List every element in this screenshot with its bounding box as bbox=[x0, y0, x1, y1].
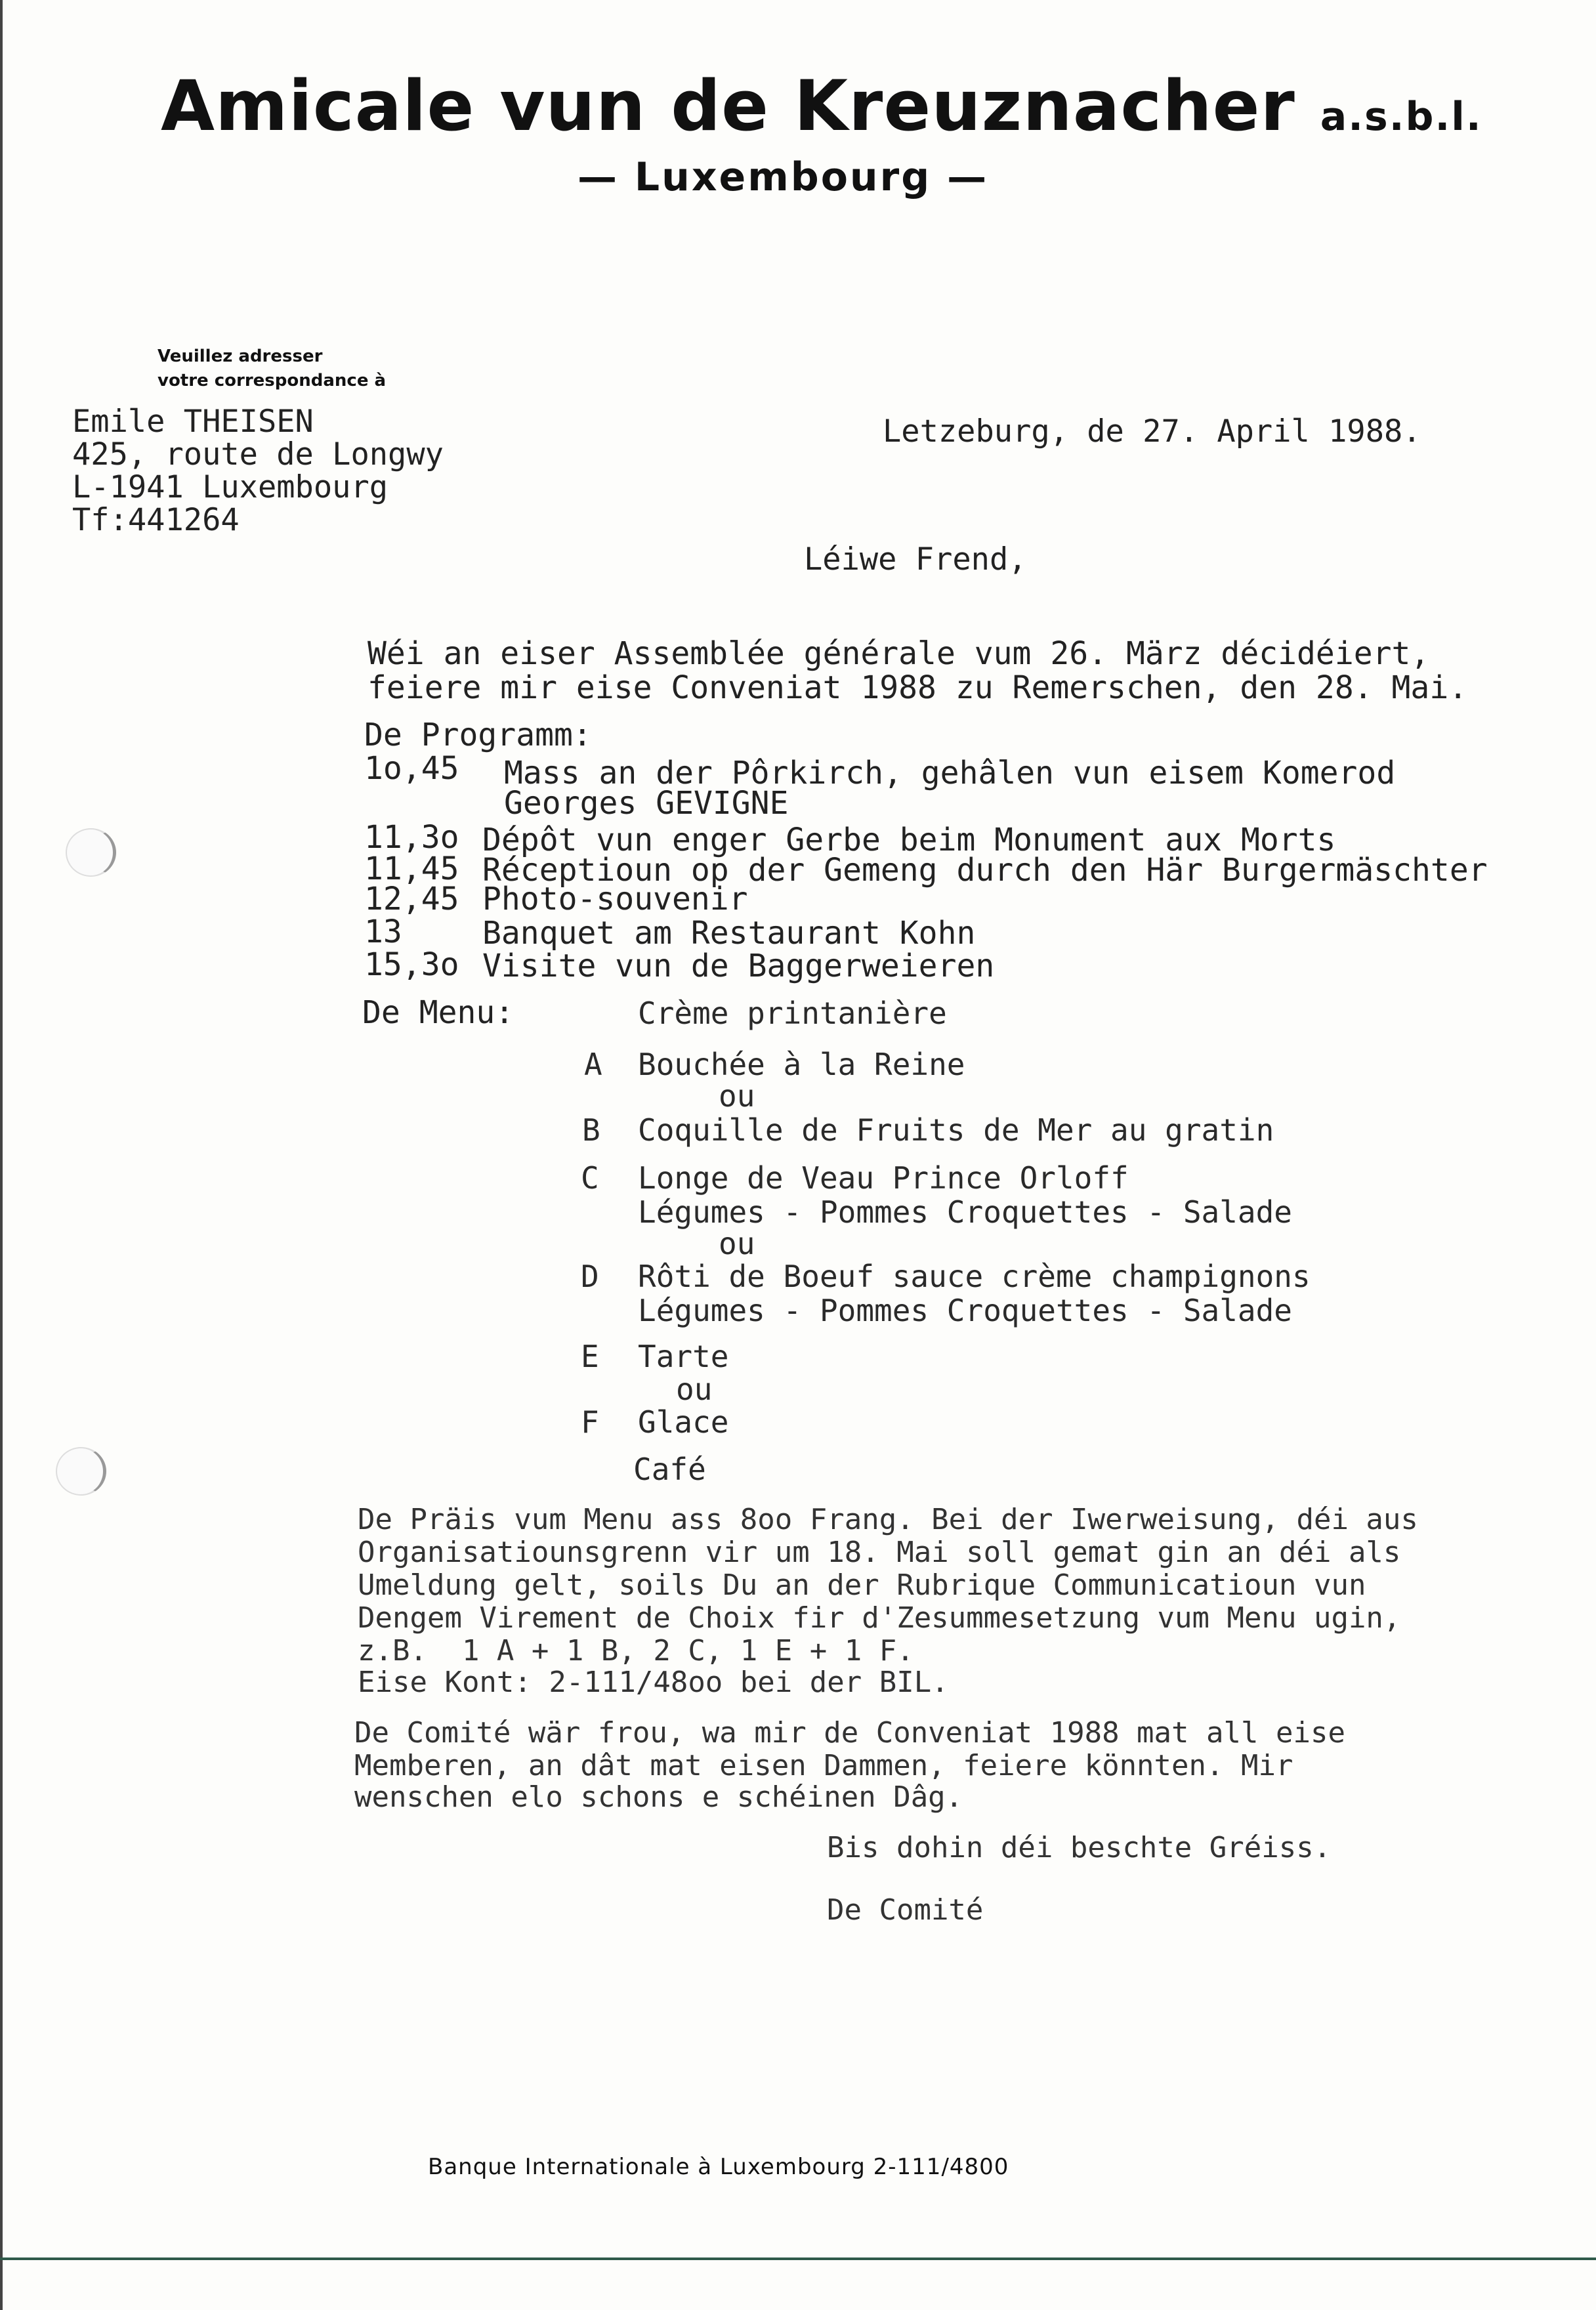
program-text: Mass an der Pôrkirch, gehâlen vun eisem Komerod bbox=[504, 755, 1396, 791]
menu-option-letter: C bbox=[581, 1160, 599, 1196]
sender-name: Emile THEISEN bbox=[72, 404, 314, 440]
menu-option-letter: B bbox=[582, 1112, 600, 1148]
menu-or: ou bbox=[719, 1226, 755, 1261]
menu-or: ou bbox=[676, 1372, 713, 1407]
program-time: 12,45 bbox=[364, 881, 459, 917]
menu-starter: Crème printanière bbox=[638, 996, 947, 1031]
menu-option-line: Légumes - Pommes Croquettes - Salade bbox=[638, 1293, 1292, 1328]
organization-name: Amicale vun de Kreuznacher a.s.b.l. bbox=[161, 66, 1482, 146]
price-paragraph-line: Organisatiounsgrenn vir um 18. Mai soll gemat gin an déi als bbox=[358, 1536, 1401, 1569]
menu-option-letter: E bbox=[581, 1339, 599, 1374]
menu-option-line: Tarte bbox=[638, 1339, 729, 1374]
letter-date: Letzeburg, de 27. April 1988. bbox=[883, 413, 1421, 450]
program-time: 13 bbox=[364, 914, 402, 950]
price-paragraph-line: z.B. 1 A + 1 B, 2 C, 1 E + 1 F. bbox=[358, 1634, 914, 1668]
sender-phone: Tf:441264 bbox=[72, 502, 240, 538]
menu-coffee: Café bbox=[633, 1452, 706, 1487]
page-edge bbox=[0, 0, 3, 2310]
program-time: 11,3o bbox=[364, 819, 459, 856]
punch-hole bbox=[66, 828, 116, 877]
program-text: Photo-souvenir bbox=[482, 881, 748, 917]
closing-paragraph-line: Memberen, an dât mat eisen Dammen, feiere könnten. Mir bbox=[354, 1749, 1293, 1782]
menu-or: ou bbox=[719, 1078, 755, 1114]
program-text: Dépôt vun enger Gerbe beim Monument aux Morts bbox=[482, 822, 1336, 858]
menu-option-line: Longe de Veau Prince Orloff bbox=[638, 1160, 1129, 1196]
price-paragraph-line: Umeldung gelt, soils Du an der Rubrique Communicatioun vun bbox=[358, 1568, 1366, 1602]
organization-suffix: a.s.b.l. bbox=[1320, 94, 1482, 140]
program-text: Visite vun de Baggerweieren bbox=[482, 948, 995, 984]
organization-city: — Luxembourg — bbox=[578, 154, 989, 200]
intro-line-2: feiere mir eise Conveniat 1988 zu Remerschen, den 28. Mai. bbox=[368, 669, 1468, 706]
greeting: Bis dohin déi beschte Gréiss. bbox=[827, 1831, 1332, 1864]
bank-footer: Banque Internationale à Luxembourg 2-111/4800 bbox=[428, 2154, 1009, 2180]
price-paragraph-line: De Präis vum Menu ass 8oo Frang. Bei der Iwerweisung, déi aus bbox=[358, 1503, 1418, 1536]
program-text: Réceptioun op der Gemeng durch den Här Burgermäschter bbox=[482, 852, 1488, 889]
menu-heading: De Menu: bbox=[362, 994, 514, 1031]
sender-city: L-1941 Luxembourg bbox=[72, 469, 388, 505]
menu-option-letter: D bbox=[581, 1259, 599, 1294]
menu-option-line: Glace bbox=[638, 1404, 729, 1440]
program-time: 1o,45 bbox=[364, 750, 459, 787]
program-time: 11,45 bbox=[364, 850, 459, 887]
correspondence-label-1: Veuillez adresser bbox=[158, 346, 323, 366]
menu-option-letter: F bbox=[581, 1404, 599, 1440]
salutation: Léiwe Frend, bbox=[804, 541, 1027, 578]
sender-street: 425, route de Longwy bbox=[72, 436, 444, 472]
signature: De Comité bbox=[827, 1893, 984, 1927]
menu-option-line: Coquille de Fruits de Mer au gratin bbox=[638, 1112, 1274, 1148]
menu-option-line: Rôti de Boeuf sauce crème champignons bbox=[638, 1259, 1311, 1294]
closing-paragraph-line: De Comité wär frou, wa mir de Conveniat 1988 mat all eise bbox=[354, 1716, 1345, 1750]
menu-option-letter: A bbox=[584, 1047, 602, 1082]
price-paragraph-line: Dengem Virement de Choix fir d'Zesummesetzung vum Menu ugin, bbox=[358, 1601, 1401, 1635]
program-heading: De Programm: bbox=[364, 717, 592, 753]
correspondence-label-2: votre correspondance à bbox=[158, 371, 387, 390]
program-text: Banquet am Restaurant Kohn bbox=[482, 915, 976, 952]
menu-option-line: Bouchée à la Reine bbox=[638, 1047, 965, 1082]
program-text: Georges GEVIGNE bbox=[504, 785, 789, 822]
menu-option-line: Légumes - Pommes Croquettes - Salade bbox=[638, 1194, 1292, 1230]
footer-rule bbox=[0, 2258, 1596, 2260]
program-time: 15,3o bbox=[364, 946, 459, 983]
punch-hole bbox=[56, 1447, 106, 1496]
price-paragraph-line: Eise Kont: 2-111/48oo bei der BIL. bbox=[358, 1666, 949, 1699]
closing-paragraph-line: wenschen elo schons e schéinen Dâg. bbox=[354, 1780, 963, 1814]
intro-line-1: Wéi an eiser Assemblée générale vum 26. März décidéiert, bbox=[368, 635, 1430, 672]
